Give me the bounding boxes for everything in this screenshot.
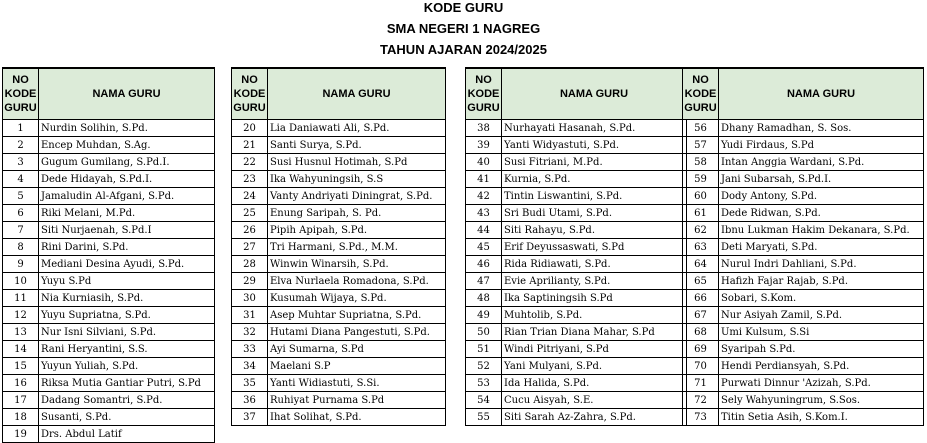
teacher-name-cell: Riksa Mutia Gantiar Putri, S.Pd — [39, 375, 215, 392]
table-row — [683, 239, 924, 256]
teacher-name-cell: Rani Heryantini, S.S. — [39, 341, 215, 358]
teacher-name-cell: Tri Harmani, S.Pd., M.M. — [268, 239, 446, 256]
teacher-code-cell: 59 — [683, 171, 719, 188]
teacher-name-cell: Asep Muhtar Supriatna, S.Pd. — [268, 307, 446, 324]
teacher-code-cell: 30 — [232, 290, 268, 307]
teacher-code-cell: 69 — [683, 341, 719, 358]
table-row — [466, 256, 687, 273]
teacher-code-cell: 36 — [232, 392, 268, 409]
teacher-name-cell: Pipih Apipah, S.Pd. — [268, 222, 446, 239]
table-row — [683, 358, 924, 375]
teacher-name-cell: Purwati Dinnur 'Azizah, S.Pd. — [719, 375, 924, 392]
teacher-name-cell: Deti Maryati, S.Pd. — [719, 239, 924, 256]
table-row — [466, 290, 687, 307]
table-row — [683, 188, 924, 205]
table-row — [683, 324, 924, 341]
teacher-name-cell: Rida Ridiawati, S.Pd. — [502, 256, 687, 273]
teacher-code-cell: 50 — [466, 324, 502, 341]
teacher-code-cell: 37 — [232, 409, 268, 426]
teacher-name-cell: Nurul Indri Dahliani, S.Pd. — [719, 256, 924, 273]
column-header-no-kode-guru — [232, 68, 268, 120]
table-row — [466, 222, 687, 239]
table-row — [466, 171, 687, 188]
teacher-name-cell: Kurnia, S.Pd. — [502, 171, 687, 188]
teacher-name-cell: Elva Nurlaela Romadona, S.Pd. — [268, 273, 446, 290]
table-row — [466, 188, 687, 205]
teacher-name-cell: Muhtolib, S.Pd. — [502, 307, 687, 324]
teacher-code-cell: 3 — [3, 154, 39, 171]
table-row — [3, 409, 215, 426]
teacher-code-cell: 16 — [3, 375, 39, 392]
teacher-name-cell: Rini Darini, S.Pd. — [39, 239, 215, 256]
teacher-code-cell: 45 — [466, 239, 502, 256]
teacher-code-cell: 27 — [232, 239, 268, 256]
teacher-name-cell: Evie Aprilianty, S.Pd. — [502, 273, 687, 290]
teacher-code-cell: 7 — [3, 222, 39, 239]
teacher-code-cell: 1 — [3, 120, 39, 137]
teacher-name-cell: Siti Sarah Az-Zahra, S.Pd. — [502, 409, 687, 426]
teacher-code-cell: 40 — [466, 154, 502, 171]
table-row — [232, 409, 446, 426]
table-row — [232, 171, 446, 188]
teacher-code-cell: 53 — [466, 375, 502, 392]
teacher-name-cell: Riki Melani, M.Pd. — [39, 205, 215, 222]
teacher-name-cell: Susi Fitriani, M.Pd. — [502, 154, 687, 171]
header-text-line: NO — [475, 74, 492, 86]
teacher-code-cell: 13 — [3, 324, 39, 341]
teacher-code-cell: 56 — [683, 120, 719, 137]
teacher-code-cell: 66 — [683, 290, 719, 307]
table-row — [683, 290, 924, 307]
teacher-code-cell: 68 — [683, 324, 719, 341]
teacher-name-cell: Susi Husnul Hotimah, S.Pd — [268, 154, 446, 171]
table-header-row — [3, 68, 215, 120]
teacher-name-cell: Hafizh Fajar Rajab, S.Pd. — [719, 273, 924, 290]
teacher-name-cell: Enung Saripah, S. Pd. — [268, 205, 446, 222]
table-row — [466, 205, 687, 222]
header-text-line: NO — [241, 74, 258, 86]
teacher-name-cell: Yudi Firdaus, S.Pd — [719, 137, 924, 154]
teacher-code-cell: 32 — [232, 324, 268, 341]
teacher-name-cell: Gugum Gumilang, S.Pd.I. — [39, 154, 215, 171]
teacher-code-cell: 42 — [466, 188, 502, 205]
teacher-code-cell: 20 — [232, 120, 268, 137]
teacher-name-cell: Maelani S.P — [268, 358, 446, 375]
table-row — [3, 307, 215, 324]
table-row — [466, 120, 687, 137]
table-row — [683, 341, 924, 358]
table-row — [683, 392, 924, 409]
teacher-code-cell: 49 — [466, 307, 502, 324]
teacher-name-cell: Dede Hidayah, S.Pd.I. — [39, 171, 215, 188]
teacher-code-cell: 4 — [3, 171, 39, 188]
table-row — [3, 205, 215, 222]
table-row — [683, 307, 924, 324]
table-row — [232, 222, 446, 239]
teacher-code-cell: 71 — [683, 375, 719, 392]
teacher-code-cell: 2 — [3, 137, 39, 154]
header-text-line: GURU — [233, 102, 266, 114]
teacher-code-cell: 14 — [3, 341, 39, 358]
column-header-no-kode-guru — [683, 68, 719, 120]
teacher-name-cell: Santi Surya, S.Pd. — [268, 137, 446, 154]
teacher-name-cell: Sely Wahyuningrum, S.Sos. — [719, 392, 924, 409]
teacher-code-cell: 41 — [466, 171, 502, 188]
table-row — [683, 154, 924, 171]
table-row — [3, 222, 215, 239]
table-row — [232, 324, 446, 341]
teacher-name-cell: Yuyu Supriatna, S.Pd. — [39, 307, 215, 324]
teacher-name-cell: Yani Mulyani, S.Pd. — [502, 358, 687, 375]
teacher-name-cell: Nur Asiyah Zamil, S.Pd. — [719, 307, 924, 324]
teacher-name-cell: Siti Nurjaenah, S.Pd.I — [39, 222, 215, 239]
table-row — [232, 307, 446, 324]
teacher-code-cell: 21 — [232, 137, 268, 154]
table-row — [3, 188, 215, 205]
table-row — [683, 222, 924, 239]
teacher-name-cell: Lia Daniawati Ali, S.Pd. — [268, 120, 446, 137]
teacher-code-cell: 51 — [466, 341, 502, 358]
teacher-code-cell: 44 — [466, 222, 502, 239]
teacher-code-cell: 24 — [232, 188, 268, 205]
teacher-code-cell: 25 — [232, 205, 268, 222]
table-row — [683, 120, 924, 137]
table-row — [466, 239, 687, 256]
teacher-name-cell: Siti Rahayu, S.Pd. — [502, 222, 687, 239]
table-row — [232, 341, 446, 358]
teacher-code-cell: 15 — [3, 358, 39, 375]
teacher-name-cell: Ika Wahyuningsih, S.S — [268, 171, 446, 188]
table-row — [3, 154, 215, 171]
teacher-name-cell: Ayi Sumarna, S.Pd — [268, 341, 446, 358]
teacher-name-cell: Dadang Somantri, S.Pd. — [39, 392, 215, 409]
table-row — [683, 273, 924, 290]
teacher-code-cell: 67 — [683, 307, 719, 324]
header-text-line: GURU — [684, 102, 717, 114]
teacher-name-cell: Susanti, S.Pd. — [39, 409, 215, 426]
table-row — [466, 392, 687, 409]
column-header-nama-guru: NAMA GURU — [502, 68, 687, 120]
teacher-code-cell: 52 — [466, 358, 502, 375]
table-row — [683, 409, 924, 426]
column-header-nama-guru: NAMA GURU — [268, 68, 446, 120]
teacher-table-1 — [2, 67, 215, 443]
teacher-name-cell: Sri Budi Utami, S.Pd. — [502, 205, 687, 222]
teacher-code-cell: 9 — [3, 256, 39, 273]
teacher-code-cell: 12 — [3, 307, 39, 324]
header-text-line: KODE — [4, 88, 37, 100]
teacher-code-cell: 10 — [3, 273, 39, 290]
teacher-name-cell: Kusumah Wijaya, S.Pd. — [268, 290, 446, 307]
teacher-name-cell: Tintin Liswantini, S.Pd. — [502, 188, 687, 205]
table-row — [3, 239, 215, 256]
teacher-name-cell: Yanti Widyastuti, S.Pd. — [502, 137, 687, 154]
table-row — [466, 307, 687, 324]
teacher-code-cell: 60 — [683, 188, 719, 205]
teacher-code-cell: 43 — [466, 205, 502, 222]
teacher-code-cell: 22 — [232, 154, 268, 171]
table-row — [466, 358, 687, 375]
teacher-name-cell: Titin Setia Asih, S.Kom.I. — [719, 409, 924, 426]
teacher-code-cell: 23 — [232, 171, 268, 188]
table-row — [232, 188, 446, 205]
teacher-code-cell: 65 — [683, 273, 719, 290]
document-title: KODE GURU — [423, 0, 504, 15]
teacher-name-cell: Ika Saptiningsih S.Pd — [502, 290, 687, 307]
table-row — [466, 341, 687, 358]
table-row — [466, 324, 687, 341]
header-text-line: GURU — [4, 102, 37, 114]
teacher-name-cell: Ruhiyat Purnama S.Pd — [268, 392, 446, 409]
table-row — [232, 154, 446, 171]
table-row — [466, 409, 687, 426]
teacher-code-cell: 63 — [683, 239, 719, 256]
teacher-code-cell: 54 — [466, 392, 502, 409]
teacher-table-3 — [465, 67, 687, 426]
teacher-name-cell: Vanty Andriyati Diningrat, S.Pd. — [268, 188, 446, 205]
table-row — [3, 392, 215, 409]
header-text-line: KODE — [233, 88, 266, 100]
teacher-name-cell: Nur Isni Silviani, S.Pd. — [39, 324, 215, 341]
teacher-name-cell: Nia Kurniasih, S.Pd. — [39, 290, 215, 307]
teacher-name-cell: Mediani Desina Ayudi, S.Pd. — [39, 256, 215, 273]
teacher-name-cell: Intan Anggia Wardani, S.Pd. — [719, 154, 924, 171]
header-text-line: GURU — [467, 102, 500, 114]
table-header-row — [466, 68, 687, 120]
teacher-code-cell: 28 — [232, 256, 268, 273]
teacher-code-cell: 47 — [466, 273, 502, 290]
teacher-code-cell: 70 — [683, 358, 719, 375]
teacher-name-cell: Winwin Winarsih, S.Pd. — [268, 256, 446, 273]
teacher-name-cell: Ida Halida, S.Pd. — [502, 375, 687, 392]
teacher-name-cell: Hendi Perdiansyah, S.Pd. — [719, 358, 924, 375]
teacher-name-cell: Rian Trian Diana Mahar, S.Pd — [502, 324, 687, 341]
teacher-table-4 — [682, 67, 924, 426]
teacher-name-cell: Drs. Abdul Latif — [39, 426, 215, 443]
table-header-row — [683, 68, 924, 120]
teacher-name-cell: Hutami Diana Pangestuti, S.Pd. — [268, 324, 446, 341]
table-row — [3, 358, 215, 375]
teacher-code-cell: 58 — [683, 154, 719, 171]
teacher-code-cell: 11 — [3, 290, 39, 307]
header-text-line: KODE — [467, 88, 500, 100]
teacher-code-cell: 18 — [3, 409, 39, 426]
table-row — [3, 137, 215, 154]
teacher-code-cell: 48 — [466, 290, 502, 307]
table-row — [232, 358, 446, 375]
teacher-name-cell: Cucu Aisyah, S.E. — [502, 392, 687, 409]
table-row — [683, 137, 924, 154]
table-row — [3, 290, 215, 307]
table-row — [466, 137, 687, 154]
teacher-code-cell: 8 — [3, 239, 39, 256]
header-text-line: NO — [12, 74, 29, 86]
teacher-name-cell: Nurhayati Hasanah, S.Pd. — [502, 120, 687, 137]
teacher-name-cell: Windi Pitriyani, S.Pd — [502, 341, 687, 358]
teacher-name-cell: Ibnu Lukman Hakim Dekanara, S.Pd. — [719, 222, 924, 239]
teacher-name-cell: Dede Ridwan, S.Pd. — [719, 205, 924, 222]
teacher-name-cell: Syaripah S.Pd. — [719, 341, 924, 358]
teacher-name-cell: Jani Subarsah, S.Pd.I. — [719, 171, 924, 188]
table-row — [683, 205, 924, 222]
teacher-name-cell: Yanti Widiastuti, S.Si. — [268, 375, 446, 392]
teacher-code-cell: 35 — [232, 375, 268, 392]
teacher-name-cell: Ihat Solihat, S.Pd. — [268, 409, 446, 426]
school-name: SMA NEGERI 1 NAGREG — [386, 21, 541, 36]
table-row — [683, 375, 924, 392]
teacher-name-cell: Sobari, S.Kom. — [719, 290, 924, 307]
teacher-code-cell: 62 — [683, 222, 719, 239]
teacher-name-cell: Jamaludin Al-Afgani, S.Pd. — [39, 188, 215, 205]
table-row — [3, 256, 215, 273]
table-row — [232, 137, 446, 154]
teacher-name-cell: Umi Kulsum, S.Si — [719, 324, 924, 341]
teacher-code-cell: 64 — [683, 256, 719, 273]
table-row — [466, 375, 687, 392]
teacher-code-cell: 61 — [683, 205, 719, 222]
table-row — [3, 171, 215, 188]
teacher-code-cell: 57 — [683, 137, 719, 154]
teacher-table-2 — [231, 67, 446, 426]
table-row — [466, 154, 687, 171]
teacher-code-cell: 46 — [466, 256, 502, 273]
academic-year: TAHUN AJARAN 2024/2025 — [380, 42, 547, 57]
teacher-name-cell: Dhany Ramadhan, S. Sos. — [719, 120, 924, 137]
teacher-name-cell: Nurdin Solihin, S.Pd. — [39, 120, 215, 137]
table-row — [232, 120, 446, 137]
table-row — [232, 239, 446, 256]
teacher-code-cell: 34 — [232, 358, 268, 375]
table-row — [3, 375, 215, 392]
header-text-line: NO — [692, 74, 709, 86]
table-row — [3, 341, 215, 358]
table-row — [3, 426, 215, 443]
column-header-no-kode-guru — [3, 68, 39, 120]
table-row — [232, 392, 446, 409]
table-row — [232, 375, 446, 392]
table-row — [683, 171, 924, 188]
table-row — [683, 256, 924, 273]
table-row — [232, 290, 446, 307]
teacher-code-cell: 26 — [232, 222, 268, 239]
teacher-code-cell: 72 — [683, 392, 719, 409]
table-row — [232, 273, 446, 290]
table-row — [3, 120, 215, 137]
table-row — [3, 273, 215, 290]
column-header-nama-guru: NAMA GURU — [719, 68, 924, 120]
header-text-line: KODE — [684, 88, 717, 100]
table-header-row — [232, 68, 446, 120]
table-row — [232, 256, 446, 273]
teacher-code-cell: 5 — [3, 188, 39, 205]
teacher-code-cell: 38 — [466, 120, 502, 137]
teacher-name-cell: Yuyun Yuliah, S.Pd. — [39, 358, 215, 375]
teacher-code-cell: 55 — [466, 409, 502, 426]
teacher-code-cell: 31 — [232, 307, 268, 324]
column-header-nama-guru: NAMA GURU — [39, 68, 215, 120]
table-row — [232, 205, 446, 222]
teacher-code-cell: 39 — [466, 137, 502, 154]
teacher-code-cell: 19 — [3, 426, 39, 443]
column-header-no-kode-guru — [466, 68, 502, 120]
teacher-name-cell: Encep Muhdan, S.Ag. — [39, 137, 215, 154]
teacher-code-cell: 17 — [3, 392, 39, 409]
teacher-code-cell: 73 — [683, 409, 719, 426]
teacher-name-cell: Yuyu S.Pd — [39, 273, 215, 290]
teacher-name-cell: Erif Deyussaswati, S.Pd — [502, 239, 687, 256]
table-row — [3, 324, 215, 341]
table-row — [466, 273, 687, 290]
teacher-code-cell: 33 — [232, 341, 268, 358]
teacher-code-cell: 6 — [3, 205, 39, 222]
teacher-code-cell: 29 — [232, 273, 268, 290]
teacher-name-cell: Dody Antony, S.Pd. — [719, 188, 924, 205]
